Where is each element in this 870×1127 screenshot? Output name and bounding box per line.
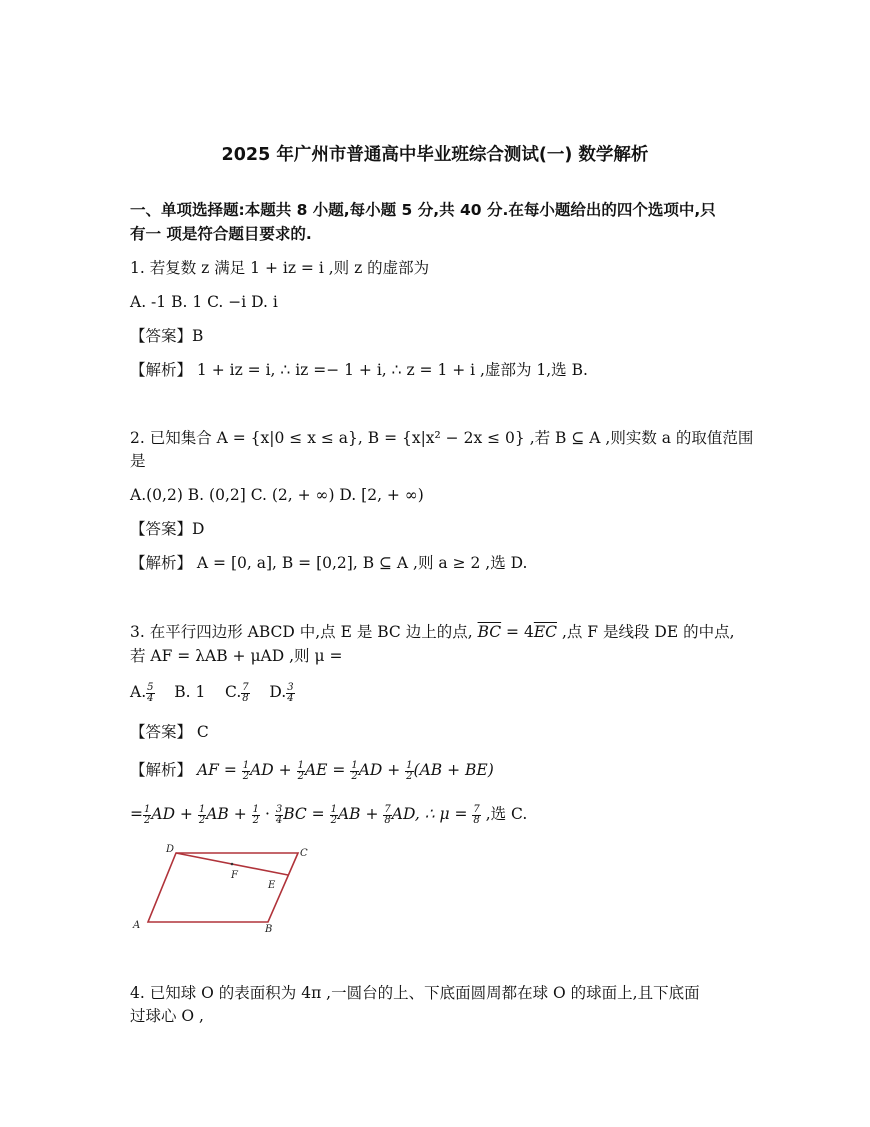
label-d: D [166,844,175,855]
q3-options [130,682,295,704]
frac-7-8: $\frac{7}{8}$ [473,803,480,826]
expr-part: AB + [337,805,384,823]
label-e: E [268,880,276,891]
expr-part: AD + [151,805,198,823]
frac-5-4: $\frac{5}{4}$ [147,681,154,704]
page-title: 2025 年广州市普通高中毕业班综合测试(一) 数学解析 [221,145,649,165]
frac-1-2: $\frac{1}{2}$ [242,759,250,782]
q4-stem-line1: 4. 已知球 O 的表面积为 4π ,一圆台的上、下底面圆周都在球 O 的球面上,且下底面 [130,984,700,1002]
q2-stem-line2: 是 [130,452,146,470]
label-c: C [300,848,308,859]
q4-stem-line2: 过球心 O , [130,1007,204,1025]
q3-answer: 【答案】 C [130,723,209,741]
expr-part: ,选 C. [480,805,528,823]
option-d-label: D. [269,683,287,701]
frac-1-2: $\frac{1}{2}$ [330,803,337,826]
q2-options: A.(0,2) B. (0,2] C. (2, + ∞) D. [2, + ∞) [130,486,424,504]
q3-eq: = 4 [501,623,534,641]
parallelogram-abcd [148,853,298,922]
frac-3-4: $\frac{3}{4}$ [275,803,283,826]
vector-ec: $\overline{EC}$ [533,623,558,641]
expr-part: AF = [192,761,242,779]
q3-stem-part2: ,点 F 是线段 DE 的中点, [557,623,735,641]
frac-7-8: $\frac{7}{8}$ [242,681,249,704]
expr-part: AB + [206,805,252,823]
frac-1-2: $\frac{1}{2}$ [406,759,413,782]
expr-part: · [260,805,275,823]
frac-1-2: $\frac{1}{2}$ [351,759,358,782]
expr-part: AD + [358,761,406,779]
q2-analysis: 【解析】 A = [0, a], B = [0,2], B ⊆ A ,则 a ≥ 2 ,选 D. [130,554,528,572]
analysis-label: 【解析】 [130,761,193,779]
parallelogram-figure [128,840,328,940]
option-c-label: C. [225,683,242,701]
q1-options: A. -1 B. 1 C. −i D. i [130,293,278,311]
option-a-label: A. [130,683,147,701]
frac-1-2: $\frac{1}{2}$ [297,759,304,782]
q3-analysis-line2 [130,804,527,826]
vector-bc: $\overline{BC}$ [477,623,502,641]
expr-part: BC = [283,805,330,823]
option-b-label: B. 1 [174,683,206,701]
frac-1-2: $\frac{1}{2}$ [198,803,206,826]
expr-part: AE = [304,761,351,779]
expr-part: (AB + BE) [413,761,494,779]
section-heading-line1: 一、单项选择题:本题共 8 小题,每小题 5 分,共 40 分.在每小题给出的四个选项中,只 [130,201,716,219]
q2-stem-line1: 2. 已知集合 A = {x|0 ≤ x ≤ a}, B = {x|x² − 2x ≤ 0} ,若 B ⊆ A ,则实数 a 的取值范围 [130,429,754,447]
frac-1-2: $\frac{1}{2}$ [144,803,151,826]
q1-stem: 1. 若复数 z 满足 1 + iz = i ,则 z 的虚部为 [130,259,430,277]
label-a: A [133,920,141,931]
q3-stem-line1 [130,622,735,642]
q2-answer: 【答案】D [130,520,205,538]
q1-analysis: 【解析】 1 + iz = i, ∴ iz =− 1 + i, ∴ z = 1 + i ,虚部为 1,选 B. [130,361,588,379]
frac-3-4: $\frac{3}{4}$ [287,681,294,704]
frac-7-8: $\frac{7}{8}$ [384,803,391,826]
q3-analysis-line1 [130,760,494,782]
label-b: B [265,924,273,935]
q3-stem-line2: 若 AF = λAB + μAD ,则 μ = [130,647,343,665]
q1-answer: 【答案】B [130,327,204,345]
expr-part: = [130,805,143,823]
section-heading-line2: 有一 项是符合题目要求的. [130,225,312,243]
q3-stem-part1: 3. 在平行四边形 ABCD 中,点 E 是 BC 边上的点, [130,623,478,641]
expr-part: AD, ∴ μ = [391,805,473,823]
point-f [231,863,234,866]
frac-1-2: $\frac{1}{2}$ [252,803,260,826]
label-f: F [231,870,238,881]
expr-part: AD + [250,761,297,779]
